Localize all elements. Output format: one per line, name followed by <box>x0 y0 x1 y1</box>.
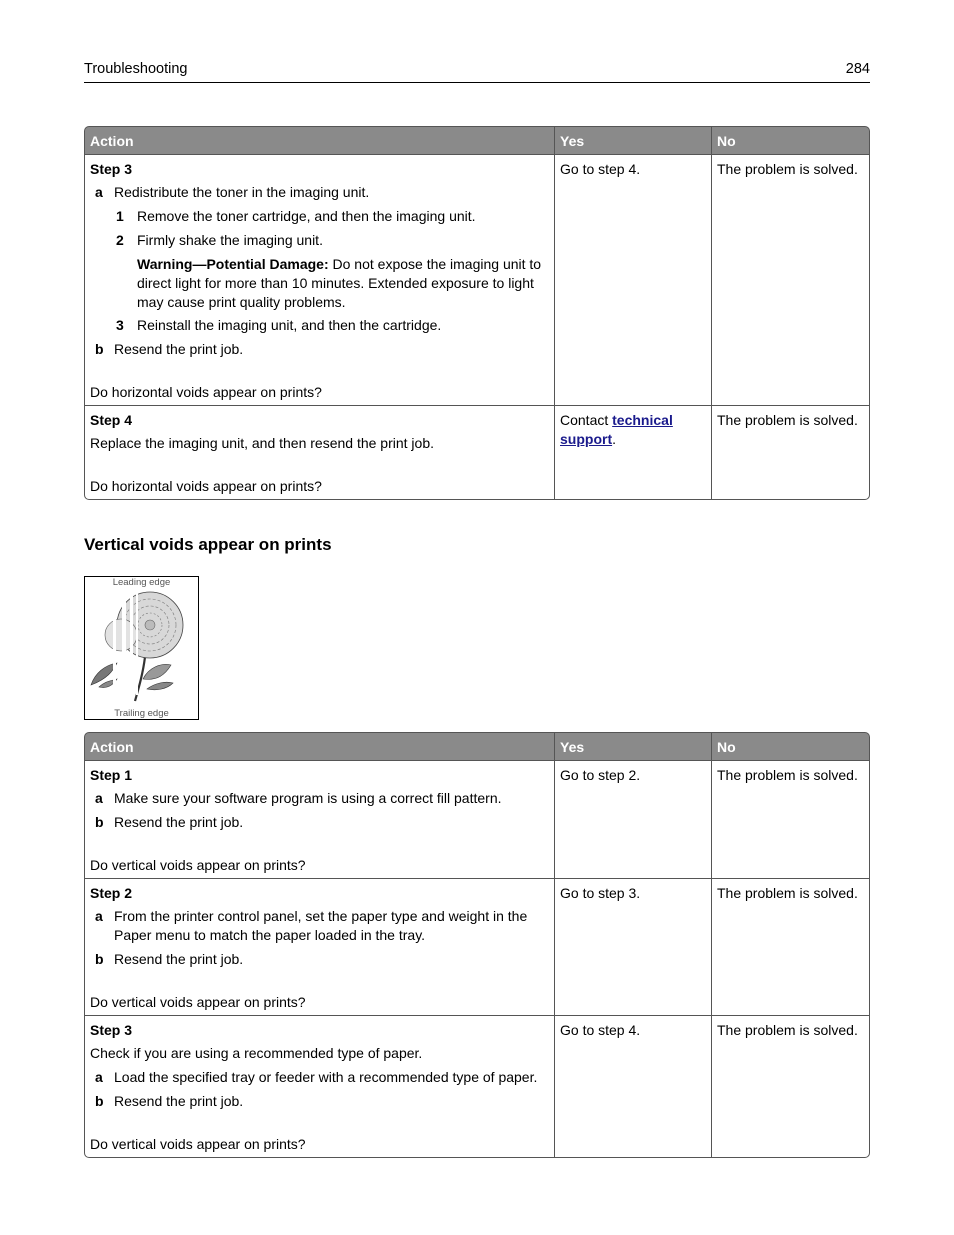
no-cell: The problem is solved. <box>712 761 870 879</box>
step-question: Do vertical voids appear on prints? <box>90 1136 306 1152</box>
list-item <box>90 183 549 202</box>
item-text: Load the specified tray or feeder with a recommended type of paper. <box>114 1069 538 1085</box>
item-label: b <box>95 341 104 357</box>
column-header-yes: Yes <box>555 732 712 761</box>
step-question: Do vertical voids appear on prints? <box>90 857 306 873</box>
flower-image <box>85 577 198 719</box>
table-row <box>84 406 870 500</box>
item-label: a <box>95 790 103 806</box>
sub-item-number: 3 <box>116 317 124 333</box>
no-cell: The problem is solved. <box>712 155 870 406</box>
no-cell: The problem is solved. <box>712 1016 870 1158</box>
yes-cell: Go to step 4. <box>555 155 712 406</box>
item-text: Resend the print job. <box>114 814 244 830</box>
action-cell <box>84 1016 555 1158</box>
sub-item-text: Remove the toner cartridge, and then the imaging unit. <box>137 208 476 224</box>
table-row <box>84 879 870 1016</box>
column-header-action: Action <box>84 126 555 155</box>
column-header-action: Action <box>84 732 555 761</box>
sub-item-text: Firmly shake the imaging unit. <box>137 232 323 248</box>
item-label: a <box>95 908 103 924</box>
step-title: Step 2 <box>90 885 133 901</box>
column-header-no: No <box>712 126 870 155</box>
item-text: Resend the print job. <box>114 341 244 357</box>
yes-cell <box>555 406 712 500</box>
list-item <box>90 813 549 832</box>
item-text: Resend the print job. <box>114 951 244 967</box>
item-label: b <box>95 1093 104 1109</box>
sub-item-number: 2 <box>116 232 124 248</box>
link-suffix: . <box>612 431 616 447</box>
leading-edge-caption: Leading edge <box>112 577 171 588</box>
troubleshooting-table-vertical-voids <box>84 732 870 1158</box>
list-item <box>90 789 549 808</box>
step-text: Replace the imaging unit, and then resend the print job. <box>90 435 435 451</box>
action-cell <box>84 155 555 406</box>
action-cell <box>84 406 555 500</box>
step-title: Step 4 <box>90 412 133 428</box>
list-item <box>90 950 549 969</box>
warning-note <box>137 255 549 312</box>
table-header-row <box>84 732 870 761</box>
item-text: Redistribute the toner in the imaging unit. <box>114 184 370 200</box>
no-cell: The problem is solved. <box>712 406 870 500</box>
action-cell <box>84 761 555 879</box>
vertical-voids-illustration <box>84 576 199 720</box>
action-cell <box>84 879 555 1016</box>
warning-label: Warning—Potential Damage: <box>137 256 329 272</box>
sub-item-number: 1 <box>116 208 124 224</box>
sub-item-text: Reinstall the imaging unit, and then the cartridge. <box>137 317 442 333</box>
list-item <box>90 340 549 359</box>
troubleshooting-table-horizontal-voids <box>84 126 870 500</box>
sub-item <box>114 231 549 250</box>
table-header-row <box>84 126 870 155</box>
step-question: Do horizontal voids appear on prints? <box>90 478 322 494</box>
yes-cell: Go to step 2. <box>555 761 712 879</box>
item-label: b <box>95 951 104 967</box>
item-label: a <box>95 1069 103 1085</box>
step-title: Step 1 <box>90 767 133 783</box>
section-heading: Vertical voids appear on prints <box>84 535 332 554</box>
page-header <box>84 58 870 83</box>
trailing-edge-caption: Trailing edge <box>114 708 169 719</box>
table-row <box>84 1016 870 1158</box>
section-title: Troubleshooting <box>84 61 188 77</box>
technical-support-link[interactable]: technical support <box>560 412 673 447</box>
no-cell: The problem is solved. <box>712 879 870 1016</box>
table-row <box>84 155 870 406</box>
table-row <box>84 761 870 879</box>
sub-item <box>114 207 549 226</box>
step-question: Do vertical voids appear on prints? <box>90 994 306 1010</box>
warning-text: Do not expose the imaging unit to direct light for more than 10 minutes. Extended exposure to light may cause print quality problems. <box>137 256 542 310</box>
list-item <box>90 907 549 945</box>
step-title: Step 3 <box>90 1022 133 1038</box>
item-text: Make sure your software program is using a correct fill pattern. <box>114 790 502 806</box>
item-label: b <box>95 814 104 830</box>
yes-cell: Go to step 3. <box>555 879 712 1016</box>
item-text: Resend the print job. <box>114 1093 244 1109</box>
list-item <box>90 1092 549 1111</box>
step-question: Do horizontal voids appear on prints? <box>90 384 322 400</box>
yes-cell: Go to step 4. <box>555 1016 712 1158</box>
item-label: a <box>95 184 103 200</box>
sub-item <box>114 316 549 335</box>
item-text: From the printer control panel, set the paper type and weight in the Paper menu to match the paper loaded in the tray. <box>114 908 528 943</box>
page-number: 284 <box>845 61 870 77</box>
column-header-no: No <box>712 732 870 761</box>
contact-text: Contact <box>560 412 609 428</box>
step-title: Step 3 <box>90 161 133 177</box>
column-header-yes: Yes <box>555 126 712 155</box>
list-item <box>90 1068 549 1087</box>
step-intro: Check if you are using a recommended type of paper. <box>90 1045 423 1061</box>
